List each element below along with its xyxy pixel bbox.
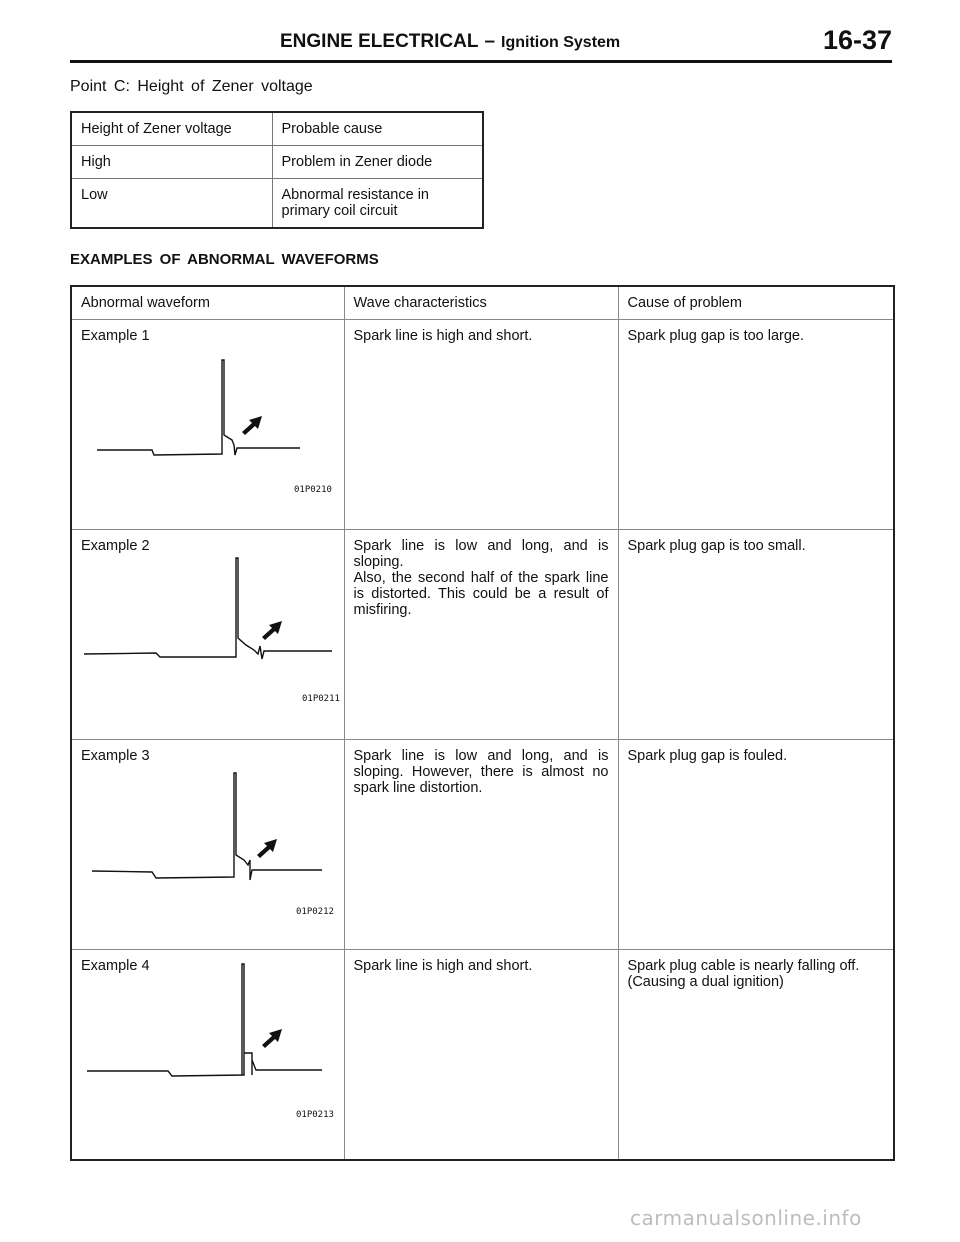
table-cell: High [71, 146, 272, 179]
header-cell: Probable cause [272, 112, 483, 146]
header-cell: Height of Zener voltage [71, 112, 272, 146]
waveform-figure [72, 320, 345, 530]
header-cell: Cause of problem [618, 286, 894, 320]
table-row [71, 950, 894, 1161]
table-cell: Low [71, 179, 272, 229]
page-number: 16-37 [822, 25, 892, 55]
header-section: ENGINE ELECTRICAL [280, 31, 479, 52]
example-label: Example 3 [81, 748, 150, 764]
header-cell: Abnormal waveform [71, 286, 344, 320]
figure-code: 01P0213 [296, 1110, 334, 1120]
header-separator: – [484, 31, 496, 52]
arrow-icon [262, 621, 282, 640]
cause-of-problem: Spark plug gap is too large. [618, 320, 894, 530]
cause-of-problem: Spark plug cable is nearly falling off. (Causing a dual ignition) [618, 950, 894, 1161]
example-label: Example 2 [81, 538, 150, 554]
zener-voltage-table [70, 111, 484, 229]
figure-code: 01P0212 [296, 907, 334, 917]
figure-code: 01P0210 [294, 485, 332, 495]
table-row [71, 179, 483, 229]
waveform-figure [72, 950, 345, 1160]
wave-characteristics: Spark line is high and short. [344, 320, 618, 530]
section-title: EXAMPLES OF ABNORMAL WAVEFORMS [70, 251, 379, 268]
table-header-row [71, 286, 894, 320]
header-subtitle: Ignition System [501, 34, 621, 51]
waveform-cell [71, 740, 344, 950]
abnormal-waveforms-table [70, 285, 895, 1161]
waveform-cell [71, 530, 344, 740]
waveform-trace [87, 964, 322, 1076]
table-row [71, 146, 483, 179]
wave-characteristics: Spark line is low and long, and is sloping. Also, the second half of the spark line is distorted. This could be a result of misfiring. [344, 530, 618, 740]
point-c-heading: Point C: Height of Zener voltage [70, 78, 313, 95]
page-header [70, 25, 892, 63]
example-label: Example 1 [81, 328, 150, 344]
table-row [71, 530, 894, 740]
waveform-cell [71, 950, 344, 1161]
table-cell: Abnormal resistance in primary coil circuit [272, 179, 483, 229]
table-row [71, 320, 894, 530]
arrow-icon [242, 416, 262, 435]
waveform-trace [84, 558, 332, 659]
arrow-icon [257, 839, 277, 858]
cause-of-problem: Spark plug gap is too small. [618, 530, 894, 740]
arrow-icon [262, 1029, 282, 1048]
table-cell: Problem in Zener diode [272, 146, 483, 179]
waveform-cell [71, 320, 344, 530]
header-title [280, 31, 620, 53]
wave-characteristics: Spark line is low and long, and is sloping. However, there is almost no spark line distortion. [344, 740, 618, 950]
wave-characteristics: Spark line is high and short. [344, 950, 618, 1161]
cause-of-problem: Spark plug gap is fouled. [618, 740, 894, 950]
header-cell: Wave characteristics [344, 286, 618, 320]
waveform-trace [92, 773, 322, 880]
table-row [71, 740, 894, 950]
watermark: carmanualsonline.info [630, 1206, 862, 1230]
waveform-figure [72, 530, 345, 740]
table-header-row [71, 112, 483, 146]
example-label: Example 4 [81, 958, 150, 974]
waveform-figure [72, 740, 345, 950]
waveform-trace [97, 360, 300, 455]
figure-code: 01P0211 [302, 694, 340, 704]
